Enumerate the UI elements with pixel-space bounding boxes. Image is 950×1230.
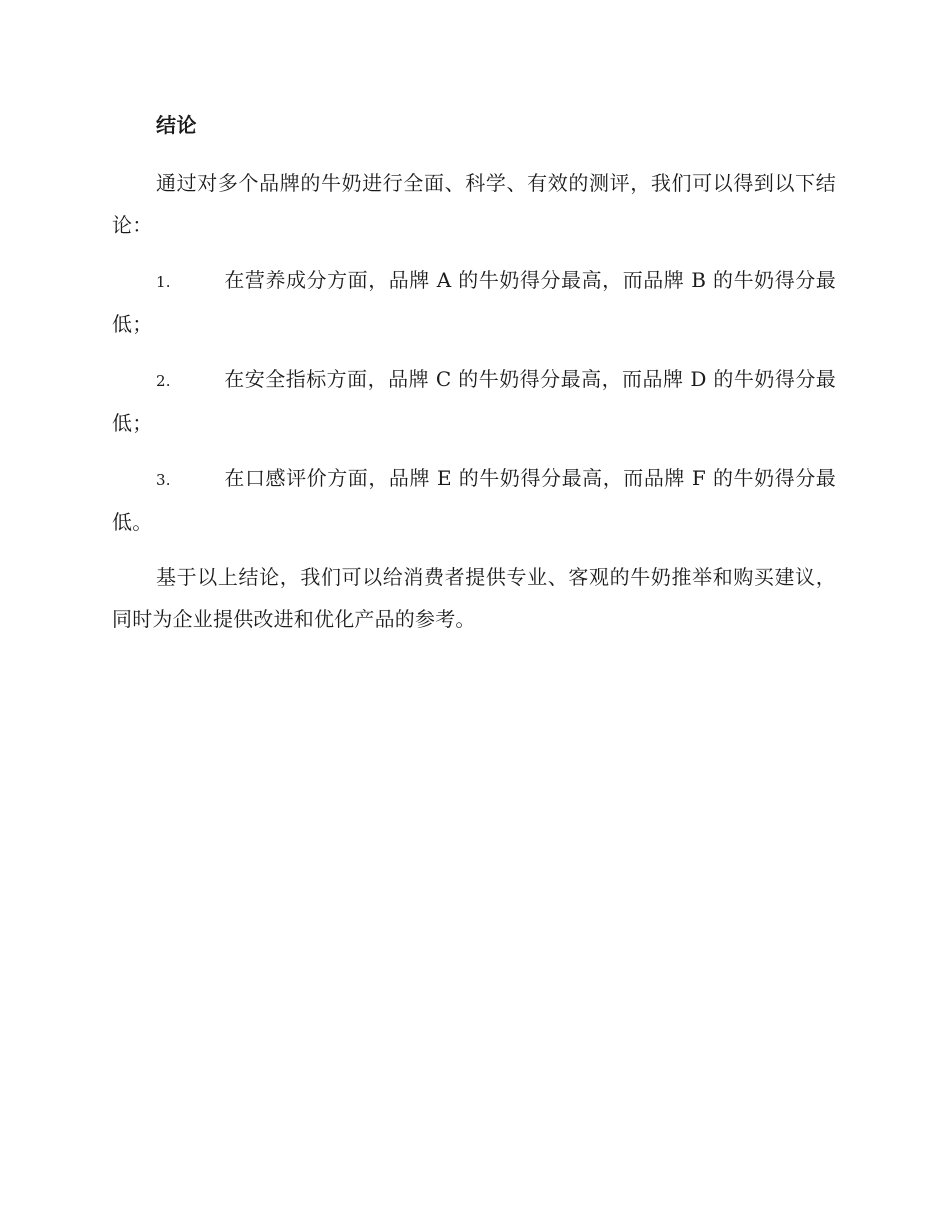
list-item-text: 在营养成分方面，品牌 A 的牛奶得分最高，而品牌 B 的牛奶得分最低； [112, 268, 836, 336]
intro-paragraph: 通过对多个品牌的牛奶进行全面、科学、有效的测评，我们可以得到以下结论： [112, 171, 836, 237]
list-item [112, 259, 836, 345]
section-heading: 结论 [156, 113, 197, 137]
list-item [112, 457, 836, 543]
conclusion-list [112, 259, 836, 543]
list-item-number: 1. [156, 273, 171, 291]
list-item-number: 3. [156, 471, 171, 489]
list-item [112, 358, 836, 444]
closing-paragraph: 基于以上结论，我们可以给消费者提供专业、客观的牛奶推举和购买建议，同时为企业提供改进和优化产品的参考。 [112, 565, 836, 631]
list-item-text: 在口感评价方面，品牌 E 的牛奶得分最高，而品牌 F 的牛奶得分最低。 [112, 466, 836, 534]
document-body [112, 108, 836, 653]
list-item-text: 在安全指标方面，品牌 C 的牛奶得分最高，而品牌 D 的牛奶得分最低； [112, 367, 836, 435]
list-item-number: 2. [156, 372, 171, 390]
